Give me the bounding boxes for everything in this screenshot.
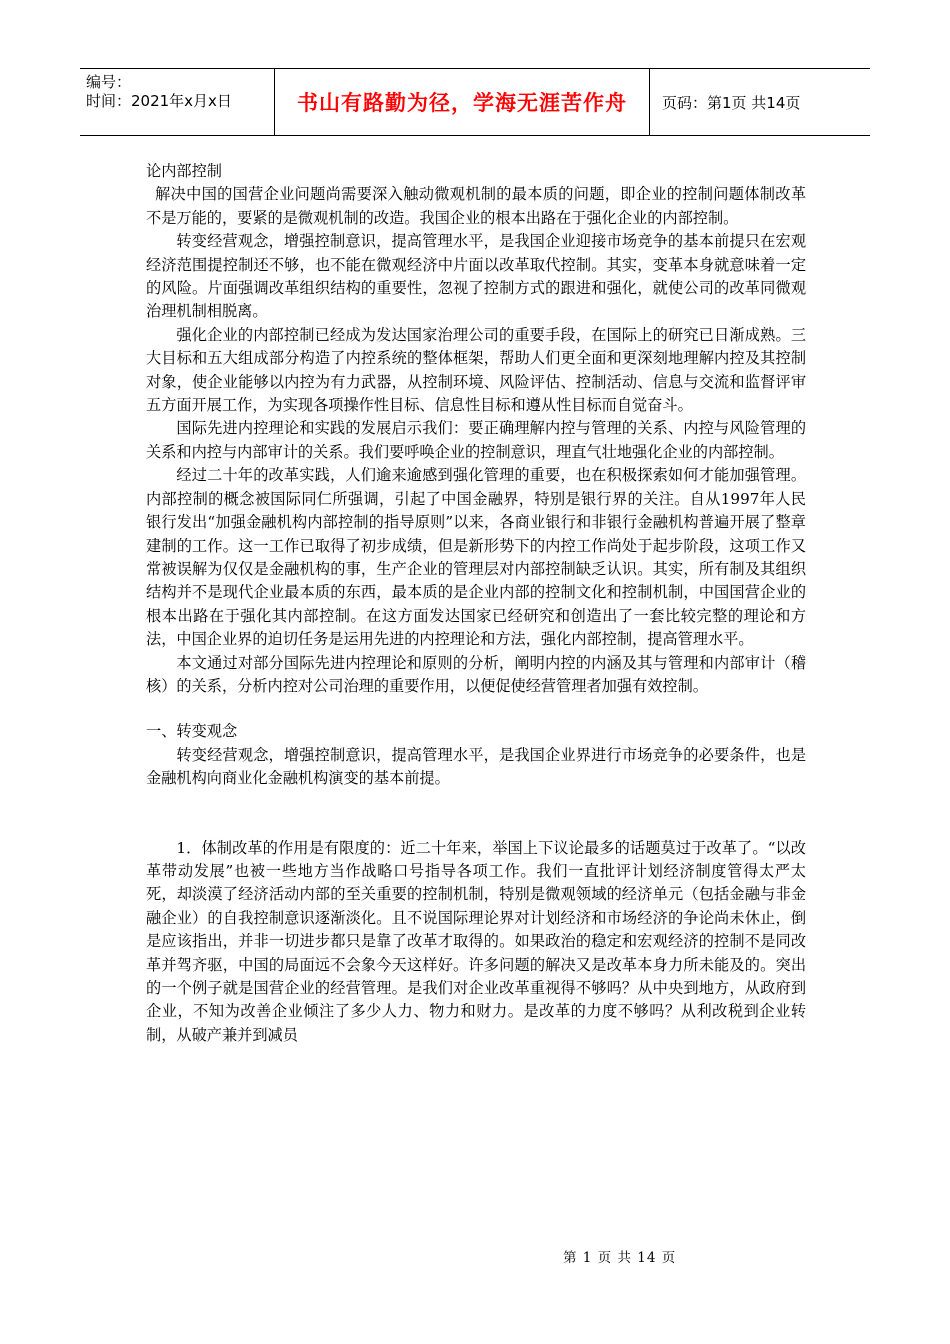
- paragraph: 转变经营观念，增强控制意识，提高管理水平，是我国企业界进行市场竞争的必要条件，也是金融机构向商业化金融机构演变的基本前提。: [146, 745, 806, 788]
- header-meta-cell: [80, 69, 275, 135]
- page-footer: 第 1 页 共 14 页: [563, 1250, 677, 1266]
- document-number-label: 编号：: [86, 73, 132, 91]
- document-body: [146, 160, 806, 1047]
- paragraph: 强化企业的内部控制已经成为发达国家治理公司的重要手段，在国际上的研究已日渐成熟。三大目标和五大组成部分构造了内控系统的整体框架，帮助人们更全面和更深刻地理解内控及其控制对象，使企业能够以内控为有力武器，从控制环境、风险评估、控制活动、信息与交流和监督评审五方面开展工作，为实现各项操作性目标、信息性目标和遵从性目标而自觉奋斗。: [146, 325, 806, 415]
- paragraph: 解决中国的国营企业问题尚需要深入触动微观机制的最本质的问题，即企业的控制问题体制改革不是万能的，要紧的是微观机制的改造。我国企业的根本出路在于强化企业的内部控制。: [146, 185, 806, 227]
- document-title: 论内部控制: [146, 162, 222, 180]
- header-page-info: 页码：第1页 共14页: [662, 93, 801, 112]
- header-page-cell: [650, 69, 870, 135]
- paragraph: 经过二十年的改革实践，人们逾来逾感到强化管理的重要，也在积极探索如何才能加强管理。内部控制的概念被国际同仁所强调，引起了中国金融界，特别是银行界的关注。自从1997年人民银行发出“加强金融机构内部控制的指导原则”以来，各商业银行和非银行金融机构普遍开展了整章建制的工作。这一工作已取得了初步成绩，但是新形势下的内控工作尚处于起步阶段，这项工作又常被误解为仅仅是金融机构的事，生产企业的管理层对内部控制缺乏认识。其实，所有制及其组织结构并不是现代企业最本质的东西，最本质的是企业内部的控制文化和控制机制，中国国营企业的根本出路在于强化其内部控制。在这方面发达国家已经研究和创造出了一套比较完整的理论和方法，中国企业界的迫切任务是运用先进的内控理论和方法，强化内部控制，提高管理水平。: [146, 466, 806, 649]
- document-date-label: 时间：2021年x月x日: [86, 92, 232, 110]
- section-heading: 一、转变观念: [146, 722, 238, 741]
- header-motto-cell: [275, 69, 650, 135]
- header-table: [80, 68, 870, 136]
- paragraph: 本文通过对部分国际先进内控理论和原则的分析，阐明内控的内涵及其与管理和内部审计（稽核）的关系，分析内控对公司治理的重要作用，以便促使经营管理者加强有效控制。: [146, 653, 806, 695]
- header-motto: 书山有路勤为径，学海无涯苦作舟: [297, 91, 627, 115]
- paragraph: 国际先进内控理论和实践的发展启示我们：要正确理解内控与管理的关系、内控与风险管理的关系和内控与内部审计的关系。我们要呼唤企业的控制意识，理直气壮地强化企业的内部控制。: [146, 419, 806, 461]
- paragraph: 转变经营观念，增强控制意识，提高管理水平，是我国企业迎接市场竞争的基本前提只在宏观经济范围提控制还不够，也不能在微观经济中片面以改革取代控制。其实，变革本身就意味着一定的风险。片面强调改革组织结构的重要性，忽视了控制方式的跟进和强化，就使公司的改革同微观治理机制相脱离。: [146, 232, 806, 321]
- paragraph: 1．体制改革的作用是有限度的：近二十年来，举国上下议论最多的话题莫过于改革了。“以改革带动发展”也被一些地方当作战略口号指导各项工作。我们一直批评计划经济制度管得太严太死，却淡漠了经济活动内部的至关重要的控制机制，特别是微观领域的经济单元（包括金融与非金融企业）的自我控制意识逐渐淡化。且不说国际理论界对计划经济和市场经济的争论尚未休止，倒是应该指出，并非一切进步都只是靠了改革才取得的。如果政治的稳定和宏观经济的控制不是同改革并驾齐驱，中国的局面远不会象今天这样好。许多问题的解决又是改革本身力所未能及的。突出的一个例子就是国营企业的经营管理。是我们对企业改革重视得不够吗？从中央到地方，从政府到企业，不知为改善企业倾注了多少人力、物力和财力。是改革的力度不够吗？从利改税到企业转制，从破产兼并到减员: [146, 838, 806, 1044]
